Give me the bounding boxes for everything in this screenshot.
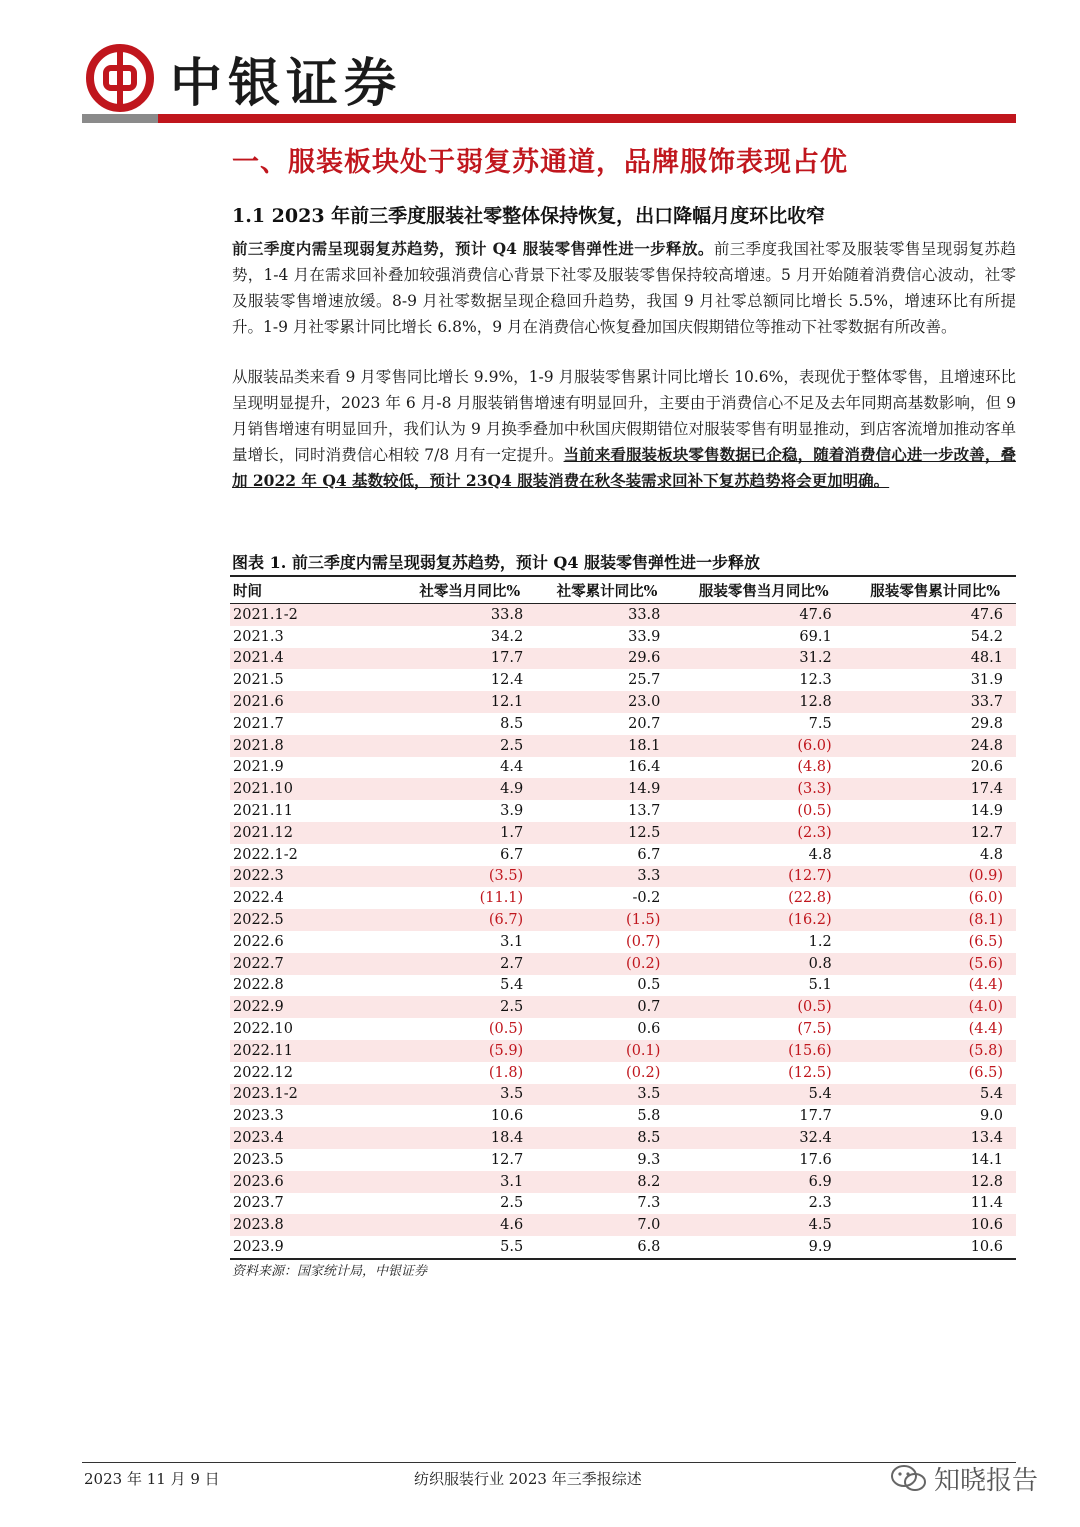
table-row — [230, 626, 1016, 648]
table-row — [230, 1236, 1016, 1259]
table-cell-time: 2021.5 — [233, 672, 284, 689]
col-header-retail-cumulative: 社零累计同比% — [556, 582, 658, 600]
table-row — [230, 1171, 1016, 1193]
table-cell-value: 29.8 — [970, 715, 1003, 732]
col-header-apparel-monthly: 服装零售当月同比% — [698, 582, 829, 600]
table-cell-value: 25.7 — [628, 672, 661, 689]
table-cell-value: 3.1 — [500, 933, 524, 950]
table-row — [230, 757, 1016, 779]
table-cell-time: 2022.12 — [233, 1064, 293, 1081]
table-cell-time: 2021.1-2 — [233, 606, 298, 623]
table-cell-value: 7.0 — [637, 1217, 661, 1234]
table-cell-value: 34.2 — [490, 628, 524, 645]
table-row — [230, 1149, 1016, 1171]
table-cell-value: 12.5 — [628, 824, 661, 841]
table-cell-time: 2023.5 — [233, 1151, 284, 1168]
source-note: 资料来源：国家统计局，中银证券 — [232, 1264, 428, 1279]
table-cell-value: -0.2 — [632, 890, 661, 907]
table-cell-value: 5.4 — [500, 977, 524, 994]
table-cell-value: 14.9 — [970, 803, 1003, 820]
table-cell-time: 2022.3 — [233, 868, 284, 885]
table-cell-value: (0.2) — [626, 1064, 661, 1081]
table-cell-value: 7.5 — [808, 715, 832, 732]
table-cell-value: (6.0) — [968, 890, 1003, 907]
table-cell-value: (4.4) — [968, 1021, 1003, 1038]
brand-name: 中银证券 — [170, 52, 403, 114]
table-cell-value: (0.7) — [626, 933, 661, 950]
col-header-time: 时间 — [233, 582, 262, 600]
table-cell-value: 6.9 — [808, 1173, 832, 1190]
table-cell-value: 33.8 — [490, 606, 524, 623]
table-row — [230, 669, 1016, 691]
table-row — [230, 1040, 1016, 1062]
table-cell-value: (0.5) — [797, 999, 832, 1016]
table-cell-value: 4.6 — [500, 1217, 524, 1234]
table-cell-value: 0.8 — [808, 955, 832, 972]
table-cell-value: 3.5 — [637, 1086, 661, 1103]
table-cell-value: (6.5) — [968, 933, 1003, 950]
table-cell-time: 2021.10 — [233, 781, 293, 798]
paragraph-2 — [232, 364, 1016, 494]
table-row — [230, 1214, 1016, 1236]
table-cell-value: 12.3 — [799, 672, 832, 689]
table-cell-value: (3.5) — [488, 868, 524, 885]
table-cell-time: 2022.9 — [233, 999, 284, 1016]
table-cell-value: 18.4 — [490, 1130, 524, 1147]
table-row — [230, 604, 1016, 626]
table-row — [230, 1127, 1016, 1149]
table-row — [230, 713, 1016, 735]
table-cell-time: 2023.1-2 — [233, 1086, 298, 1103]
table-cell-value: (12.5) — [788, 1064, 832, 1081]
table-cell-time: 2021.6 — [233, 694, 284, 711]
table-cell-value: (6.5) — [968, 1064, 1003, 1081]
paragraph-2-emphasis: 当前来看服装板块零售数据已企稳，随着消费信心进一步改善，叠加 2022 年 Q4 基数较低，预计 23Q4 服装消费在秋冬装需求回补下复苏趋势将会更加明确。 — [232, 445, 1016, 490]
table-cell-value: (5.8) — [968, 1042, 1003, 1059]
table-cell-value: 5.8 — [637, 1108, 661, 1125]
table-cell-value: 12.8 — [799, 694, 832, 711]
table-row — [230, 887, 1016, 909]
table-cell-value: 20.7 — [628, 715, 661, 732]
table-cell-value: (3.3) — [797, 781, 832, 798]
paragraph-1 — [232, 236, 1016, 340]
table-cell-value: 1.2 — [808, 933, 832, 950]
table-cell-value: 13.4 — [970, 1130, 1003, 1147]
table-cell-value: 0.7 — [637, 999, 661, 1016]
table-cell-value: 17.6 — [799, 1151, 832, 1168]
footer-title: 纺织服装行业 2023 年三季报综述 — [414, 1470, 642, 1488]
bank-of-china-logo-icon — [86, 44, 154, 112]
table-cell-value: 6.8 — [637, 1239, 661, 1255]
table-cell-time: 2023.7 — [233, 1195, 284, 1212]
table-row — [230, 953, 1016, 975]
table-cell-value: 47.6 — [970, 606, 1003, 623]
section-title: 一、服装板块处于弱复苏通道，品牌服饰表现占优 — [232, 147, 848, 178]
table-row — [230, 691, 1016, 713]
table-cell-value: (11.1) — [479, 890, 524, 907]
table-cell-value: (7.5) — [797, 1021, 832, 1038]
table-cell-value: 17.7 — [490, 650, 524, 667]
table-cell-value: 12.7 — [970, 824, 1003, 841]
table-row — [230, 1105, 1016, 1127]
table-cell-value: 5.4 — [808, 1086, 832, 1103]
table-cell-value: (16.2) — [788, 912, 832, 929]
table-cell-value: 4.9 — [500, 781, 524, 798]
paragraph-1-lead: 前三季度内需呈现弱复苏趋势，预计 Q4 服装零售弹性进一步释放。 — [232, 239, 714, 258]
table-row — [230, 844, 1016, 866]
table-cell-value: 10.6 — [970, 1239, 1003, 1255]
table-cell-time: 2021.9 — [233, 759, 284, 776]
table-cell-value: 24.8 — [970, 737, 1003, 754]
table-cell-value: 4.4 — [500, 759, 524, 776]
table-row — [230, 1193, 1016, 1215]
table-cell-value: 16.4 — [628, 759, 661, 776]
table-cell-value: 8.5 — [637, 1130, 661, 1147]
table-cell-value: (4.4) — [968, 977, 1003, 994]
table-cell-time: 2023.6 — [233, 1173, 284, 1190]
table-row — [230, 800, 1016, 822]
table-row — [230, 975, 1016, 997]
retail-sales-table — [230, 575, 1016, 1260]
footer-divider — [82, 1462, 1016, 1463]
table-cell-value: 0.6 — [637, 1021, 661, 1038]
table-cell-time: 2023.8 — [233, 1217, 284, 1234]
table-cell-value: 2.5 — [500, 1195, 524, 1212]
table-cell-value: 17.4 — [970, 781, 1003, 798]
table-cell-time: 2021.8 — [233, 737, 284, 754]
table-cell-value: (6.0) — [797, 737, 832, 754]
table-cell-value: 13.7 — [628, 803, 661, 820]
table-cell-value: 7.3 — [637, 1195, 661, 1212]
table-cell-value: 33.8 — [628, 606, 661, 623]
watermark — [890, 1460, 1038, 1497]
table-cell-value: 6.7 — [637, 846, 661, 863]
table-cell-value: 54.2 — [970, 628, 1003, 645]
table-cell-value: 9.3 — [637, 1151, 661, 1168]
table-cell-time: 2021.12 — [233, 824, 293, 841]
table-cell-value: 12.8 — [970, 1173, 1003, 1190]
table-cell-value: 4.8 — [808, 846, 832, 863]
table-cell-value: 12.7 — [490, 1151, 524, 1168]
brand-logo — [86, 38, 402, 118]
table-cell-value: (5.6) — [968, 955, 1003, 972]
watermark-text: 知晓报告 — [934, 1466, 1039, 1496]
wechat-icon — [890, 1464, 928, 1494]
table-cell-value: 18.1 — [628, 737, 661, 754]
data-table-container — [230, 575, 1016, 1260]
paragraph-1-body: 前三季度我国社零及服装零售呈现弱复苏趋势，1-4 月在需求回补叠加较强消费信心背景下社零及服装零售保持较高增速。5 月开始随着消费信心波动，社零及服装零售增速放缓。8-9 月社零数据呈现企稳回升趋势，我国 9 月社零总额同比增长 5.5%，增速环比有所提升。1-9 月社零累计同比增长 6.8%，9 月在消费信心恢复叠加国庆假期错位等推动下社零数据有所改善。 — [232, 240, 1016, 336]
table-cell-time: 2022.4 — [233, 890, 284, 907]
table-cell-value: 11.4 — [970, 1195, 1003, 1212]
header-divider — [82, 114, 1016, 123]
table-cell-value: 9.9 — [808, 1239, 832, 1255]
table-cell-value: 17.7 — [799, 1108, 832, 1125]
table-row — [230, 996, 1016, 1018]
table-cell-value: 31.9 — [970, 672, 1003, 689]
table-cell-value: 8.2 — [637, 1173, 661, 1190]
table-cell-value: (12.7) — [788, 868, 832, 885]
table-row — [230, 1018, 1016, 1040]
table-cell-value: 32.4 — [799, 1130, 832, 1147]
table-cell-value: 33.7 — [970, 694, 1003, 711]
table-cell-value: 14.9 — [628, 781, 661, 798]
table-row — [230, 931, 1016, 953]
table-cell-time: 2022.8 — [233, 977, 284, 994]
table-cell-value: 33.9 — [628, 628, 661, 645]
table-cell-value: 31.2 — [799, 650, 832, 667]
table-cell-value: (15.6) — [788, 1042, 832, 1059]
table-cell-time: 2021.7 — [233, 715, 284, 732]
table-row — [230, 822, 1016, 844]
sub-title: 1.1 2023 年前三季度服装社零整体保持恢复，出口降幅月度环比收窄 — [232, 205, 826, 227]
footer-date: 2023 年 11 月 9 日 — [84, 1470, 220, 1488]
table-body — [230, 604, 1016, 1259]
table-row — [230, 735, 1016, 757]
table-cell-value: 9.0 — [979, 1108, 1003, 1125]
table-cell-time: 2021.3 — [233, 628, 284, 645]
table-cell-value: 3.3 — [637, 868, 661, 885]
table-cell-value: (8.1) — [968, 912, 1003, 929]
table-cell-value: 8.5 — [500, 715, 524, 732]
table-cell-value: (0.1) — [626, 1042, 661, 1059]
table-cell-value: 5.1 — [808, 977, 832, 994]
table-cell-value: 23.0 — [628, 694, 661, 711]
table-cell-value: 10.6 — [970, 1217, 1003, 1234]
table-cell-value: (1.8) — [488, 1064, 524, 1081]
col-header-apparel-cumulative: 服装零售累计同比% — [870, 582, 1000, 600]
figure-title: 图表 1. 前三季度内需呈现弱复苏趋势，预计 Q4 服装零售弹性进一步释放 — [232, 553, 761, 572]
table-cell-value: 20.6 — [970, 759, 1003, 776]
table-cell-value: (0.5) — [488, 1021, 524, 1038]
table-header-row — [230, 576, 1016, 604]
table-cell-value: 2.5 — [500, 999, 524, 1016]
table-cell-value: (22.8) — [788, 890, 832, 907]
table-cell-value: (2.3) — [797, 824, 832, 841]
table-row — [230, 909, 1016, 931]
table-cell-value: 2.5 — [500, 737, 524, 754]
table-cell-value: 47.6 — [799, 606, 832, 623]
table-cell-value: 0.5 — [637, 977, 661, 994]
table-row — [230, 1062, 1016, 1084]
table-cell-time: 2022.10 — [233, 1021, 293, 1038]
table-cell-value: 10.6 — [490, 1108, 524, 1125]
table-cell-time: 2023.9 — [233, 1239, 284, 1255]
table-cell-time: 2021.4 — [233, 650, 284, 667]
table-cell-value: 2.7 — [500, 955, 524, 972]
paragraph-2-body: 从服装品类来看 9 月零售同比增长 9.9%，1-9 月服装零售累计同比增长 10.6%，表现优于整体零售，且增速环比呈现明显提升，2023 年 6 月-8 月服装销售增速有明显回升，主要由于消费信心不足及去年同期高基数影响，但 9 月销售增速有明显回升，我们认为 9 月换季叠加中秋国庆假期错位对服装零售有明显推动，到店客流增加推动客单量增长，同时消费信心相较 7/8 月有一定提升。 — [232, 368, 1016, 464]
table-cell-value: (5.9) — [488, 1042, 524, 1059]
table-cell-value: 1.7 — [500, 824, 524, 841]
table-cell-value: 3.1 — [500, 1173, 524, 1190]
table-cell-value: 14.1 — [970, 1151, 1003, 1168]
table-cell-value: 12.4 — [490, 672, 524, 689]
col-header-retail-monthly: 社零当月同比% — [419, 582, 521, 600]
table-cell-value: 29.6 — [628, 650, 661, 667]
table-cell-value: (1.5) — [626, 912, 661, 929]
table-cell-value: 2.3 — [808, 1195, 832, 1212]
table-row — [230, 778, 1016, 800]
table-cell-value: 5.4 — [979, 1086, 1003, 1103]
table-cell-value: (0.9) — [968, 868, 1003, 885]
table-cell-value: (0.5) — [797, 803, 832, 820]
table-cell-value: 4.8 — [979, 846, 1003, 863]
table-row — [230, 866, 1016, 888]
table-cell-time: 2022.6 — [233, 933, 284, 950]
table-cell-time: 2022.11 — [233, 1042, 293, 1059]
table-cell-time: 2022.1-2 — [233, 846, 298, 863]
table-cell-value: (4.8) — [797, 759, 832, 776]
table-cell-time: 2023.3 — [233, 1108, 284, 1125]
table-cell-value: (6.7) — [488, 912, 524, 929]
table-cell-value: 3.9 — [500, 803, 524, 820]
table-cell-value: 48.1 — [970, 650, 1003, 667]
table-cell-value: 69.1 — [799, 628, 832, 645]
table-cell-value: 6.7 — [500, 846, 524, 863]
table-cell-time: 2023.4 — [233, 1130, 284, 1147]
table-cell-time: 2022.7 — [233, 955, 284, 972]
table-cell-value: 3.5 — [500, 1086, 524, 1103]
table-cell-value: (0.2) — [626, 955, 661, 972]
table-cell-time: 2022.5 — [233, 912, 284, 929]
table-cell-value: 12.1 — [490, 694, 524, 711]
table-row — [230, 1084, 1016, 1106]
table-cell-value: (4.0) — [968, 999, 1003, 1016]
table-cell-value: 4.5 — [808, 1217, 832, 1234]
table-cell-value: 5.5 — [500, 1239, 524, 1255]
table-cell-time: 2021.11 — [233, 803, 293, 820]
table-row — [230, 648, 1016, 670]
